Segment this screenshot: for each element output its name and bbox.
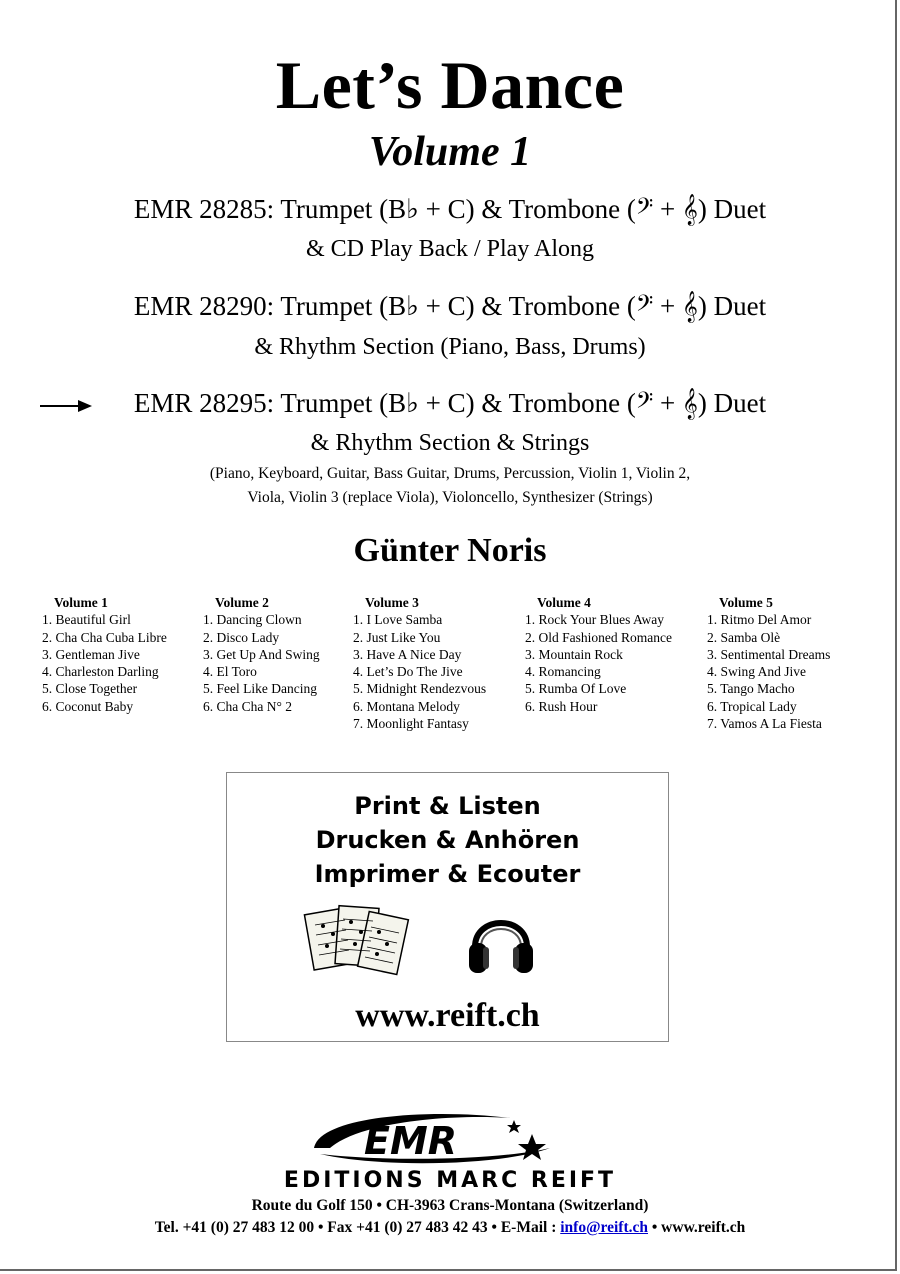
list-item: 2. Just Like You (353, 629, 441, 645)
list-item: 1. Ritmo Del Amor (707, 612, 812, 628)
list-item: 3. Get Up And Swing (203, 646, 320, 662)
composer-name: Günter Noris (353, 532, 547, 569)
edition-1-subtitle: & CD Play Back / Play Along (306, 236, 594, 262)
list-item: 5. Rumba Of Love (525, 681, 627, 697)
print-listen-box (226, 772, 669, 1042)
emr-logo (300, 1108, 600, 1168)
sheet-music-icon (301, 901, 411, 981)
list-item: 6. Tropical Lady (707, 698, 797, 714)
list-item: 4. Let’s Do The Jive (353, 664, 463, 680)
edition-2-title: EMR 28290: Trumpet (B♭ + C) & Trombone (𝄢 + 𝄞) Duet (133, 291, 767, 321)
list-item: 4. Swing And Jive (707, 664, 807, 680)
list-item: 2. Cha Cha Cuba Libre (42, 629, 167, 645)
promo-line-en: Print & Listen (354, 792, 541, 820)
contact-website: • www.reift.ch (648, 1219, 746, 1236)
edition-3-instrumentation-2: Viola, Violin 3 (replace Viola), Violoncello, Synthesizer (Strings) (247, 489, 653, 506)
list-item: 6. Coconut Baby (42, 698, 134, 714)
list-item: 5. Tango Macho (707, 681, 795, 697)
contact-phone-fax: Tel. +41 (0) 27 483 12 00 • Fax +41 (0) 27 483 42 43 • E-Mail : (154, 1219, 561, 1236)
list-item: 1. Beautiful Girl (42, 612, 131, 628)
email-link[interactable]: info@reift.ch (560, 1219, 648, 1236)
list-item: 3. Sentimental Dreams (707, 646, 831, 662)
list-item: 2. Old Fashioned Romance (525, 629, 672, 645)
list-item: 3. Gentleman Jive (42, 646, 140, 662)
volume-subtitle: Volume 1 (368, 129, 532, 175)
list-item: 2. Samba Olè (707, 629, 781, 645)
volume-list-3 (353, 594, 486, 732)
promo-line-fr: Imprimer & Ecouter (314, 860, 581, 888)
volume-list-4 (525, 594, 672, 715)
headphones-icon (465, 903, 537, 979)
list-item: 4. Charleston Darling (42, 664, 159, 680)
volume-heading: Volume 3 (365, 595, 419, 610)
list-item: 5. Close Together (42, 681, 138, 697)
volume-heading: Volume 4 (537, 595, 591, 610)
list-item: 3. Mountain Rock (525, 646, 623, 662)
promo-line-de: Drucken & Anhören (315, 826, 580, 854)
list-item: 5. Midnight Rendezvous (353, 681, 487, 697)
list-item: 5. Feel Like Dancing (203, 681, 317, 697)
list-item: 6. Montana Melody (353, 698, 460, 714)
list-item: 7. Moonlight Fantasy (353, 716, 469, 732)
edition-3-instrumentation-1: (Piano, Keyboard, Guitar, Bass Guitar, Drums, Percussion, Violin 1, Violin 2, (209, 465, 691, 482)
publisher-name: EDITIONS MARC REIFT (283, 1168, 617, 1193)
publisher-address: Route du Golf 150 • CH-3963 Crans-Montana (Switzerland) (251, 1197, 649, 1214)
list-item: 4. El Toro (203, 664, 257, 680)
volume-heading: Volume 5 (719, 595, 773, 610)
volume-list-2 (203, 594, 320, 715)
logo-text: EMR (364, 1119, 458, 1163)
volume-heading: Volume 2 (215, 595, 269, 610)
volume-list-5 (707, 594, 830, 732)
list-item: 4. Romancing (525, 664, 601, 680)
volume-heading: Volume 1 (54, 595, 108, 610)
edition-1-title: EMR 28285: Trumpet (B♭ + C) & Trombone (𝄢 + 𝄞) Duet (133, 194, 767, 224)
list-item: 2. Disco Lady (203, 629, 280, 645)
edition-3-title: EMR 28295: Trumpet (B♭ + C) & Trombone (𝄢 + 𝄞) Duet (133, 388, 767, 418)
promo-url: www.reift.ch (355, 997, 540, 1034)
page-title: Let’s Dance (275, 47, 625, 123)
list-item: 6. Cha Cha N° 2 (203, 698, 293, 714)
list-item: 7. Vamos A La Fiesta (707, 716, 822, 732)
list-item: 6. Rush Hour (525, 698, 598, 714)
list-item: 1. Dancing Clown (203, 612, 302, 628)
edition-3-subtitle: & Rhythm Section & Strings (310, 430, 590, 456)
volume-list-1 (42, 594, 167, 715)
publisher-contact (0, 1219, 900, 1237)
edition-2-subtitle: & Rhythm Section (Piano, Bass, Drums) (254, 334, 646, 360)
list-item: 1. I Love Samba (353, 612, 443, 628)
list-item: 3. Have A Nice Day (353, 646, 462, 662)
list-item: 1. Rock Your Blues Away (525, 612, 665, 628)
